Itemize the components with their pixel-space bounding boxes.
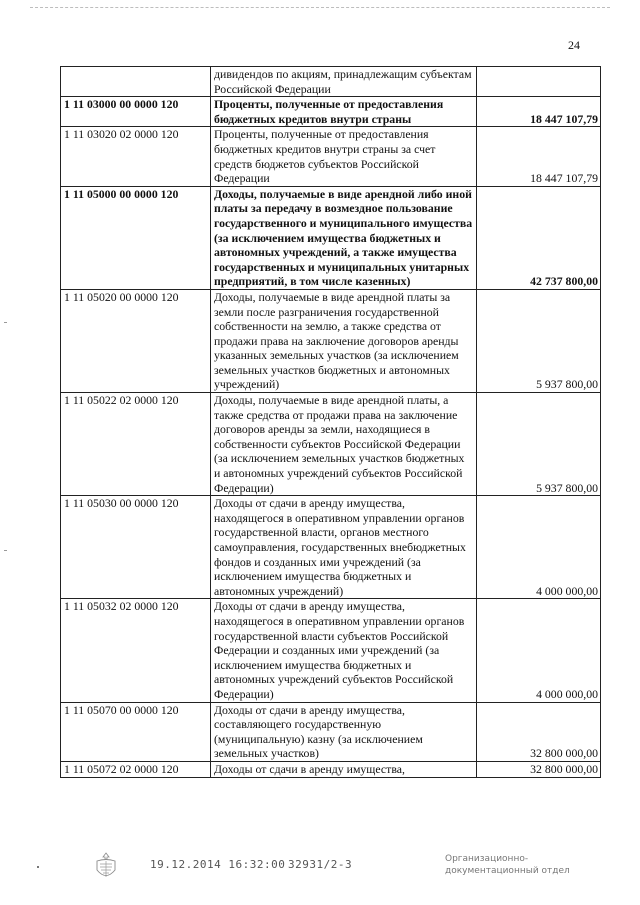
margin-mark: [4, 550, 7, 551]
footer-org-line2: документационный отдел: [445, 866, 570, 876]
row-amount: 18 447 107,79: [477, 127, 601, 186]
row-amount: 32 800 000,00: [477, 702, 601, 761]
row-name: Доходы от сдачи в аренду имущества, составляющего государственную (муниципальную) казну (за исключением земельных участков): [211, 702, 477, 761]
table-row: [61, 97, 601, 127]
row-code: 1 11 05032 02 0000 120: [61, 599, 211, 702]
table-row: [61, 127, 601, 186]
row-amount: 4 000 000,00: [477, 599, 601, 702]
row-code: 1 11 05070 00 0000 120: [61, 702, 211, 761]
table-row: [61, 67, 601, 97]
row-code: 1 11 05072 02 0000 120: [61, 761, 211, 777]
income-table: [60, 66, 601, 778]
row-name: Доходы от сдачи в аренду имущества, находящегося в оперативном управлении органов государственной власти, органов местного самоуправления, государственных внебюджетных фондов и созданных ими учреждений (за исключением имущества бюджетных и автономных учреждений): [211, 496, 477, 599]
row-amount: 4 000 000,00: [477, 496, 601, 599]
row-amount: 32 800 000,00: [477, 761, 601, 777]
page-footer: [0, 848, 640, 905]
row-amount: 5 937 800,00: [477, 289, 601, 392]
row-code: 1 11 03020 02 0000 120: [61, 127, 211, 186]
table-row: [61, 599, 601, 702]
row-name: Доходы, получаемые в виде арендной платы, а также средства от продажи права на заключение договоров аренды за земли, находящиеся в собственности субъектов Российской Федерации (за исключением земельных участков бюджетных и автономных учреждений субъектов Российской Федерации): [211, 393, 477, 496]
row-code: 1 11 05020 00 0000 120: [61, 289, 211, 392]
row-amount: 5 937 800,00: [477, 393, 601, 496]
row-name: Доходы, получаемые в виде арендной либо иной платы за передачу в возмездное пользование государственного и муниципального имущества (за исключением имущества бюджетных и автономных учреждений, а также имущества государственных и муниципальных унитарных предприятий, в том числе казенных): [211, 186, 477, 289]
row-name: Проценты, полученные от предоставления бюджетных кредитов внутри страны: [211, 97, 477, 127]
table-row: [61, 702, 601, 761]
row-code: 1 11 05022 02 0000 120: [61, 393, 211, 496]
row-amount: 42 737 800,00: [477, 186, 601, 289]
page-number: 24: [568, 38, 580, 52]
table-row: [61, 393, 601, 496]
footer-doc-number: 32931/2-3: [288, 858, 353, 871]
row-code: 1 11 05030 00 0000 120: [61, 496, 211, 599]
row-amount: 18 447 107,79: [477, 97, 601, 127]
row-code: 1 11 05000 00 0000 120: [61, 186, 211, 289]
row-code: [61, 67, 211, 97]
table-row: [61, 289, 601, 392]
row-amount: [477, 67, 601, 97]
table-row: [61, 761, 601, 777]
row-name: Доходы, получаемые в виде арендной платы за земли после разграничения государственной собственности на землю, а также средства от продажи права на заключение договоров аренды указанных земельных участков (за исключением земельных участков бюджетных и автономных учреждений): [211, 289, 477, 392]
row-name: Доходы от сдачи в аренду имущества, находящегося в оперативном управлении органов государственной власти субъектов Российской Федерации и созданных ими учреждений (за исключением имущества бюджетных и автономных учреждений субъектов Российской Федерации): [211, 599, 477, 702]
footer-org-line1: Организационно-: [445, 854, 529, 864]
top-scan-line: [30, 7, 610, 10]
table-row: [61, 496, 601, 599]
row-code: 1 11 03000 00 0000 120: [61, 97, 211, 127]
row-name: дивидендов по акциям, принадлежащим субъектам Российской Федерации: [211, 67, 477, 97]
footer-datetime: 19.12.2014 16:32:00: [150, 858, 286, 871]
margin-mark: [4, 322, 7, 323]
row-name: Проценты, полученные от предоставления бюджетных кредитов внутри страны за счет средств бюджетов субъектов Российской Федерации: [211, 127, 477, 186]
scan-dot: [37, 866, 39, 868]
coat-of-arms-icon: [94, 852, 118, 882]
table-row: [61, 186, 601, 289]
row-name: Доходы от сдачи в аренду имущества,: [211, 761, 477, 777]
